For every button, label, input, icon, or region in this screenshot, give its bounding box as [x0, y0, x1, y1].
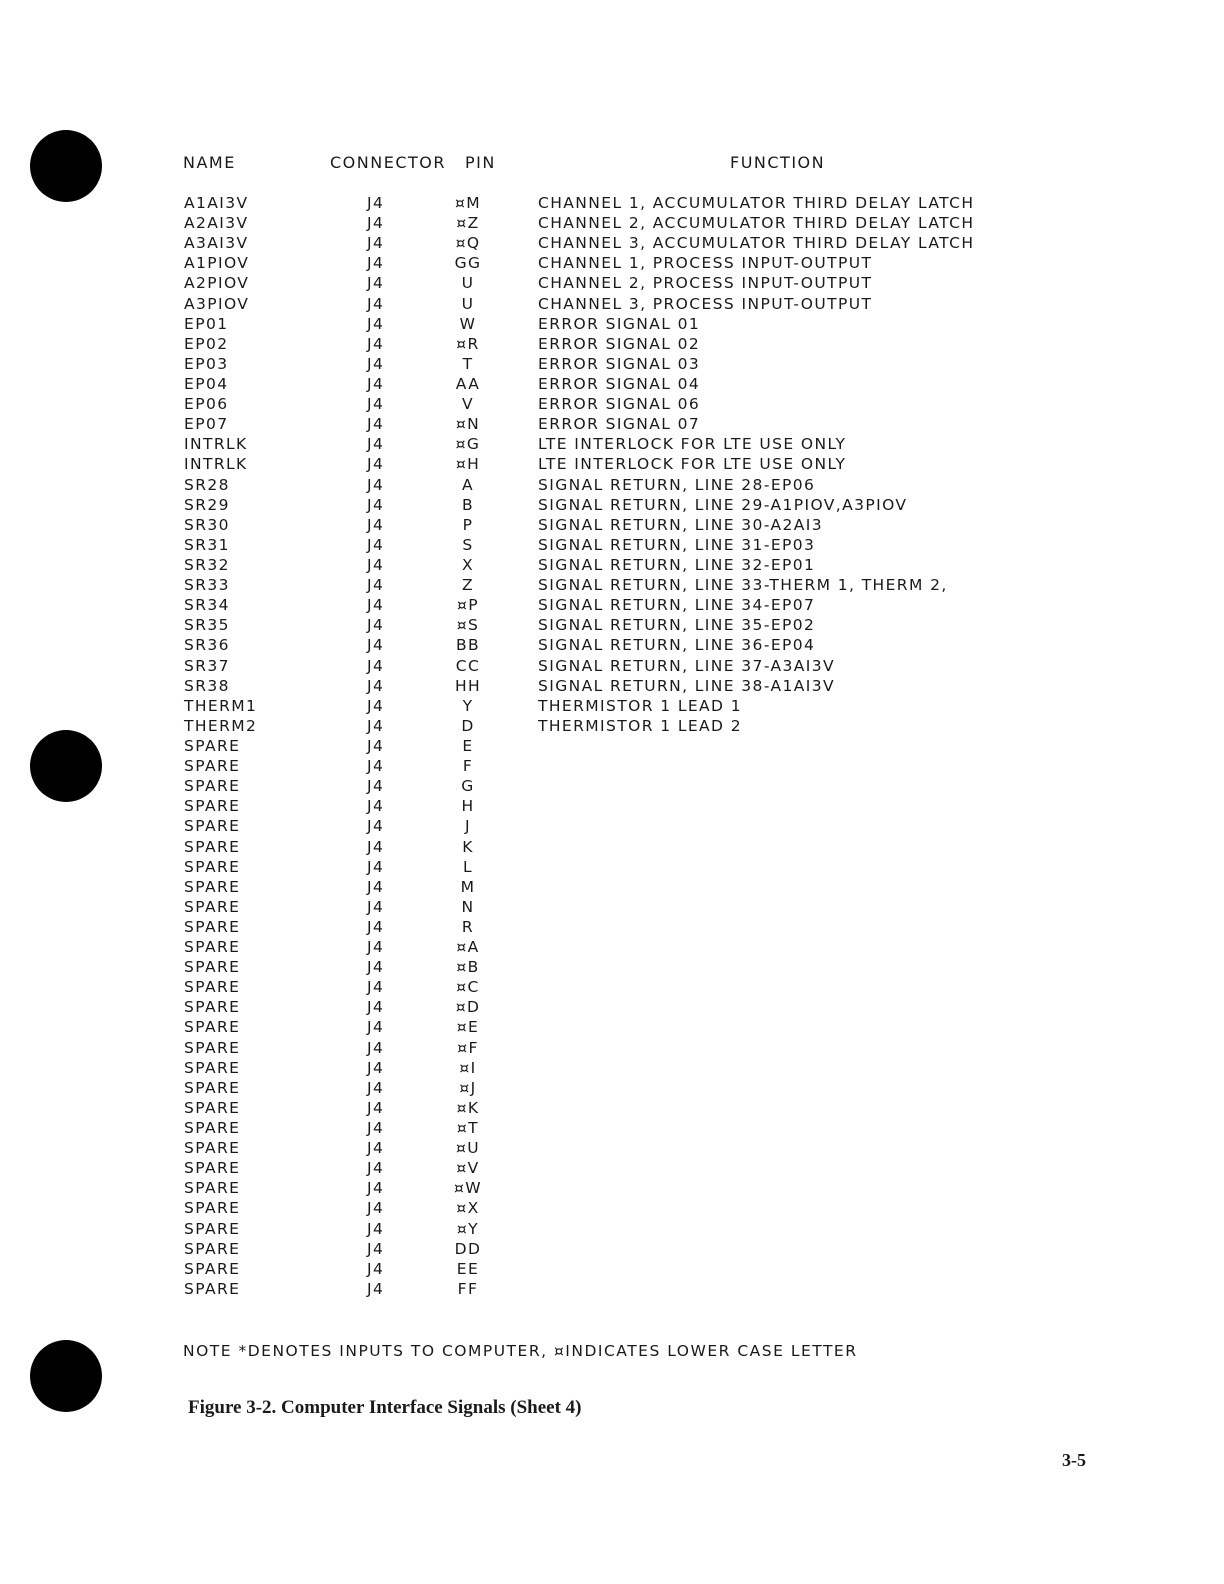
signal-name-cell: SR34 [184, 596, 230, 615]
table-row [0, 434, 1224, 454]
signal-name-cell: SR29 [184, 495, 230, 514]
function-cell: CHANNEL 2, PROCESS INPUT-OUTPUT [538, 274, 873, 293]
connector-cell: J4 [367, 938, 385, 957]
pin-cell: R [461, 917, 475, 936]
signal-name-cell: SR28 [184, 475, 230, 494]
connector-cell: J4 [367, 1139, 385, 1158]
connector-cell: J4 [367, 555, 385, 574]
pin-cell: ¤V [456, 1159, 480, 1178]
connector-cell: J4 [367, 314, 385, 333]
pin-cell: P [462, 515, 474, 534]
table-row [0, 1219, 1224, 1239]
connector-cell: J4 [367, 1219, 385, 1238]
signal-name-cell: SR33 [184, 576, 230, 595]
function-cell: SIGNAL RETURN, LINE 34-EP07 [538, 596, 816, 615]
function-cell: CHANNEL 2, ACCUMULATOR THIRD DELAY LATCH [538, 214, 975, 233]
table-row [0, 1158, 1224, 1178]
pin-cell: B [461, 495, 475, 514]
connector-cell: J4 [367, 1038, 385, 1057]
pin-cell: FF [457, 1279, 479, 1298]
connector-cell: J4 [367, 817, 385, 836]
pin-cell: H [461, 797, 475, 816]
pin-cell: HH [454, 676, 482, 695]
signal-name-cell: SPARE [184, 877, 241, 896]
table-row [0, 857, 1224, 877]
table-body [0, 193, 1224, 1299]
pin-cell: ¤Y [456, 1219, 480, 1238]
signal-name-cell: INTRLK [184, 435, 248, 454]
pin-cell: EE [456, 1259, 480, 1278]
function-cell: SIGNAL RETURN, LINE 37-A3AI3V [538, 656, 835, 675]
function-cell: SIGNAL RETURN, LINE 31-EP03 [538, 535, 816, 554]
function-cell: CHANNEL 3, PROCESS INPUT-OUTPUT [538, 294, 873, 313]
connector-cell: J4 [367, 777, 385, 796]
figure-caption: Figure 3-2. Computer Interface Signals (Sheet 4) [188, 1397, 582, 1418]
signal-name-cell: EP06 [184, 395, 229, 414]
signal-name-cell: SPARE [184, 1279, 241, 1298]
signal-name-cell: EP03 [184, 354, 229, 373]
connector-cell: J4 [367, 978, 385, 997]
signal-name-cell: SPARE [184, 857, 241, 876]
signal-name-cell: A3PIOV [184, 294, 250, 313]
connector-cell: J4 [367, 696, 385, 715]
signal-name-cell: SPARE [184, 1139, 241, 1158]
signal-name-cell: SPARE [184, 958, 241, 977]
table-row [0, 475, 1224, 495]
function-cell: CHANNEL 1, ACCUMULATOR THIRD DELAY LATCH [538, 194, 975, 212]
connector-cell: J4 [367, 1259, 385, 1278]
table-row [0, 575, 1224, 595]
table-row [0, 213, 1224, 233]
pin-cell: M [460, 877, 476, 896]
table-row [0, 716, 1224, 736]
signal-name-cell: SPARE [184, 1259, 241, 1278]
pin-cell: ¤F [457, 1038, 479, 1057]
signal-name-cell: SR36 [184, 636, 230, 655]
connector-cell: J4 [367, 495, 385, 514]
table-row [0, 816, 1224, 836]
table-row [0, 957, 1224, 977]
connector-cell: J4 [367, 857, 385, 876]
signal-name-cell: SPARE [184, 1239, 241, 1258]
pin-cell: ¤J [459, 1078, 477, 1097]
function-cell: THERMISTOR 1 LEAD 2 [538, 716, 742, 735]
connector-cell: J4 [367, 1058, 385, 1077]
pin-cell: N [461, 897, 475, 916]
function-cell: SIGNAL RETURN, LINE 28-EP06 [538, 475, 816, 494]
function-cell: SIGNAL RETURN, LINE 36-EP04 [538, 636, 816, 655]
pin-cell: GG [454, 254, 482, 273]
table-row [0, 1138, 1224, 1158]
pin-cell: ¤D [455, 998, 481, 1017]
table-row [0, 796, 1224, 816]
function-cell: ERROR SIGNAL 02 [538, 334, 701, 353]
connector-cell: J4 [367, 214, 385, 233]
pin-cell: ¤W [454, 1179, 482, 1198]
pin-cell: S [462, 535, 474, 554]
table-row [0, 354, 1224, 374]
table-row [0, 837, 1224, 857]
pin-cell: ¤E [456, 1018, 480, 1037]
signal-name-cell: SPARE [184, 1179, 241, 1198]
pin-cell: K [462, 837, 474, 856]
table-row [0, 897, 1224, 917]
table-row [0, 595, 1224, 615]
table-row [0, 394, 1224, 414]
connector-cell: J4 [367, 1159, 385, 1178]
function-cell: LTE INTERLOCK FOR LTE USE ONLY [538, 455, 847, 474]
signal-name-cell: SR37 [184, 656, 230, 675]
table-row [0, 495, 1224, 515]
connector-cell: J4 [367, 636, 385, 655]
pin-cell: ¤I [459, 1058, 477, 1077]
connector-cell: J4 [367, 194, 385, 212]
signal-name-cell: SPARE [184, 736, 241, 755]
page-number: 3-5 [1062, 1450, 1086, 1470]
pin-cell: G [461, 777, 475, 796]
table-row [0, 253, 1224, 273]
signal-name-cell: THERM1 [184, 696, 258, 715]
pin-cell: Z [461, 576, 475, 595]
pin-cell: D [461, 716, 475, 735]
connector-cell: J4 [367, 596, 385, 615]
table-row [0, 374, 1224, 394]
function-cell: ERROR SIGNAL 01 [538, 314, 701, 333]
connector-cell: J4 [367, 837, 385, 856]
table-row [0, 615, 1224, 635]
table-row [0, 1198, 1224, 1218]
pin-cell: Y [462, 696, 474, 715]
table-row [0, 515, 1224, 535]
table-row [0, 776, 1224, 796]
pin-cell: ¤G [455, 435, 481, 454]
table-row [0, 294, 1224, 314]
signal-name-cell: SPARE [184, 817, 241, 836]
function-cell: SIGNAL RETURN, LINE 38-A1AI3V [538, 676, 835, 695]
signal-name-cell: SR31 [184, 535, 230, 554]
table-row [0, 193, 1224, 213]
connector-cell: J4 [367, 998, 385, 1017]
pin-cell: ¤B [456, 958, 480, 977]
function-cell: ERROR SIGNAL 07 [538, 415, 701, 434]
column-header-name: NAME [183, 153, 236, 172]
function-cell: THERMISTOR 1 LEAD 1 [538, 696, 742, 715]
signal-name-cell: SPARE [184, 1018, 241, 1037]
table-row [0, 334, 1224, 354]
connector-cell: J4 [367, 716, 385, 735]
table-row [0, 555, 1224, 575]
connector-cell: J4 [367, 1018, 385, 1037]
signal-name-cell: EP02 [184, 334, 229, 353]
connector-cell: J4 [367, 354, 385, 373]
function-cell: SIGNAL RETURN, LINE 35-EP02 [538, 616, 816, 635]
table-row [0, 676, 1224, 696]
table-note: NOTE *DENOTES INPUTS TO COMPUTER, ¤INDICATES LOWER CASE LETTER [183, 1342, 858, 1360]
signal-name-cell: A2PIOV [184, 274, 250, 293]
pin-cell: F [462, 757, 474, 776]
connector-cell: J4 [367, 958, 385, 977]
pin-cell: U [461, 274, 475, 293]
pin-cell: V [461, 395, 474, 414]
signal-name-cell: SR38 [184, 676, 230, 695]
connector-cell: J4 [367, 897, 385, 916]
pin-cell: AA [455, 374, 481, 393]
signal-name-cell: SPARE [184, 1199, 241, 1218]
connector-cell: J4 [367, 294, 385, 313]
connector-cell: J4 [367, 435, 385, 454]
connector-cell: J4 [367, 515, 385, 534]
pin-cell: ¤S [456, 616, 480, 635]
table-row [0, 273, 1224, 293]
signal-name-cell: SR30 [184, 515, 230, 534]
table-row [0, 917, 1224, 937]
pin-cell: CC [455, 656, 481, 675]
signal-name-cell: A2AI3V [184, 214, 249, 233]
table-row [0, 314, 1224, 334]
table-row [0, 756, 1224, 776]
table-row [0, 535, 1224, 555]
table-row [0, 1017, 1224, 1037]
table-row [0, 1078, 1224, 1098]
signal-name-cell: A3AI3V [184, 234, 249, 253]
connector-cell: J4 [367, 1078, 385, 1097]
signal-name-cell: SR32 [184, 555, 230, 574]
function-cell: ERROR SIGNAL 06 [538, 395, 701, 414]
pin-cell: J [465, 817, 471, 836]
table-row [0, 1279, 1224, 1299]
connector-cell: J4 [367, 877, 385, 896]
connector-cell: J4 [367, 576, 385, 595]
function-cell: ERROR SIGNAL 03 [538, 354, 701, 373]
pin-cell: ¤U [455, 1139, 480, 1158]
pin-cell: ¤Q [455, 234, 481, 253]
signal-name-cell: SPARE [184, 1119, 241, 1138]
signal-name-cell: SR35 [184, 616, 230, 635]
binder-hole-bottom [30, 1340, 102, 1412]
column-header-connector: CONNECTOR [330, 153, 446, 172]
connector-cell: J4 [367, 1239, 385, 1258]
table-row [0, 414, 1224, 434]
signal-name-cell: SPARE [184, 1098, 241, 1117]
pin-cell: ¤T [456, 1119, 480, 1138]
table-row [0, 1259, 1224, 1279]
connector-cell: J4 [367, 395, 385, 414]
table-row [0, 1038, 1224, 1058]
signal-name-cell: SPARE [184, 1038, 241, 1057]
table-row [0, 937, 1224, 957]
function-cell: SIGNAL RETURN, LINE 30-A2AI3 [538, 515, 823, 534]
pin-cell: W [459, 314, 477, 333]
table-row [0, 877, 1224, 897]
signal-name-cell: SPARE [184, 1219, 241, 1238]
function-cell: LTE INTERLOCK FOR LTE USE ONLY [538, 435, 847, 454]
signal-name-cell: SPARE [184, 897, 241, 916]
connector-cell: J4 [367, 1179, 385, 1198]
pin-cell: A [461, 475, 474, 494]
connector-cell: J4 [367, 656, 385, 675]
pin-cell: E [462, 736, 474, 755]
signal-name-cell: SPARE [184, 797, 241, 816]
function-cell: CHANNEL 3, ACCUMULATOR THIRD DELAY LATCH [538, 234, 975, 253]
function-cell: SIGNAL RETURN, LINE 32-EP01 [538, 555, 816, 574]
table-row [0, 1058, 1224, 1078]
connector-cell: J4 [367, 1098, 385, 1117]
connector-cell: J4 [367, 797, 385, 816]
signal-name-cell: SPARE [184, 917, 241, 936]
connector-cell: J4 [367, 415, 385, 434]
signal-name-cell: SPARE [184, 1058, 241, 1077]
connector-cell: J4 [367, 254, 385, 273]
connector-cell: J4 [367, 334, 385, 353]
connector-cell: J4 [367, 374, 385, 393]
connector-cell: J4 [367, 1119, 385, 1138]
connector-cell: J4 [367, 736, 385, 755]
table-row [0, 233, 1224, 253]
binder-hole-top [30, 130, 102, 202]
signal-name-cell: SPARE [184, 998, 241, 1017]
pin-cell: ¤A [456, 938, 480, 957]
signal-name-cell: SPARE [184, 777, 241, 796]
signal-name-cell: SPARE [184, 1078, 241, 1097]
table-row [0, 1118, 1224, 1138]
connector-cell: J4 [367, 757, 385, 776]
table-row [0, 736, 1224, 756]
pin-cell: DD [454, 1239, 482, 1258]
signal-name-cell: SPARE [184, 1159, 241, 1178]
signal-name-cell: A1AI3V [184, 194, 249, 212]
column-header-function: FUNCTION [730, 153, 826, 172]
pin-cell: ¤P [456, 596, 479, 615]
signal-name-cell: EP07 [184, 415, 229, 434]
connector-cell: J4 [367, 234, 385, 253]
signal-name-cell: INTRLK [184, 455, 248, 474]
pin-cell: T [462, 354, 474, 373]
table-row [0, 696, 1224, 716]
connector-cell: J4 [367, 1279, 385, 1298]
table-row [0, 1098, 1224, 1118]
function-cell: SIGNAL RETURN, LINE 29-A1PIOV,A3PIOV [538, 495, 908, 514]
pin-cell: ¤H [455, 455, 481, 474]
connector-cell: J4 [367, 274, 385, 293]
signal-name-cell: THERM2 [184, 716, 258, 735]
connector-cell: J4 [367, 455, 385, 474]
pin-cell: ¤X [456, 1199, 480, 1218]
pin-cell: ¤Z [456, 214, 480, 233]
table-row [0, 977, 1224, 997]
table-row [0, 635, 1224, 655]
pin-cell: U [461, 294, 475, 313]
connector-cell: J4 [367, 535, 385, 554]
connector-cell: J4 [367, 676, 385, 695]
pin-cell: ¤M [454, 194, 482, 212]
signal-name-cell: SPARE [184, 938, 241, 957]
connector-cell: J4 [367, 475, 385, 494]
function-cell: CHANNEL 1, PROCESS INPUT-OUTPUT [538, 254, 873, 273]
pin-cell: ¤K [456, 1098, 480, 1117]
connector-cell: J4 [367, 1199, 385, 1218]
table-row [0, 997, 1224, 1017]
signal-name-cell: A1PIOV [184, 254, 250, 273]
signal-name-cell: SPARE [184, 978, 241, 997]
signal-name-cell: EP04 [184, 374, 229, 393]
pin-cell: X [461, 555, 475, 574]
pin-cell: ¤C [456, 978, 480, 997]
column-header-pin: PIN [465, 153, 496, 172]
table-row [0, 1178, 1224, 1198]
connector-cell: J4 [367, 917, 385, 936]
pin-cell: ¤N [455, 415, 481, 434]
pin-cell: BB [455, 636, 481, 655]
function-cell: SIGNAL RETURN, LINE 33-THERM 1, THERM 2, [538, 576, 948, 595]
pin-cell: L [462, 857, 474, 876]
function-cell: ERROR SIGNAL 04 [538, 374, 701, 393]
signal-name-cell: SPARE [184, 837, 241, 856]
table-row [0, 1239, 1224, 1259]
pin-cell: ¤R [456, 334, 480, 353]
connector-cell: J4 [367, 616, 385, 635]
signal-name-cell: SPARE [184, 757, 241, 776]
table-row [0, 656, 1224, 676]
table-row [0, 454, 1224, 474]
signal-name-cell: EP01 [184, 314, 229, 333]
